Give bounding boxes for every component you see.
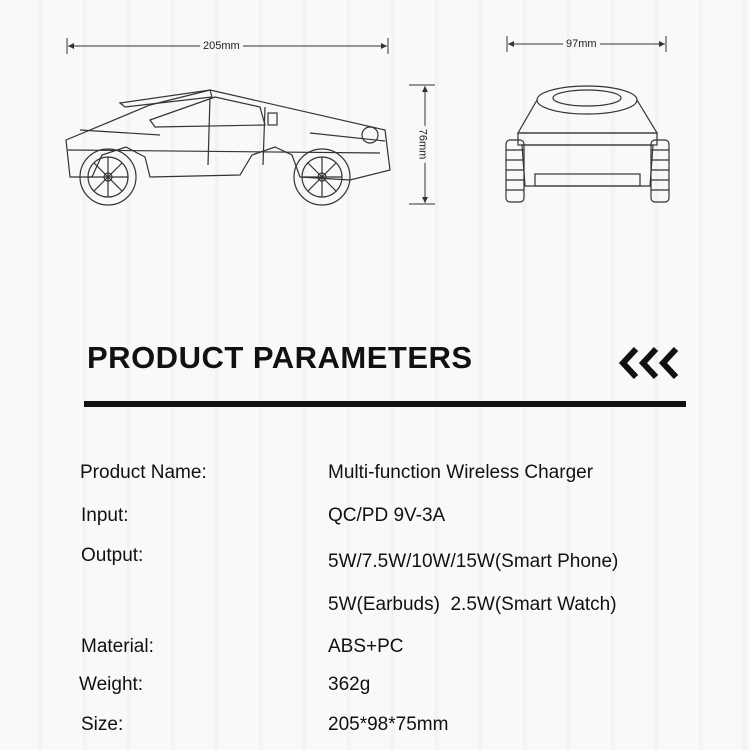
front-width-label: 97mm [563, 38, 600, 50]
side-length-label: 205mm [200, 40, 243, 52]
size-label: Size: [81, 714, 124, 735]
truck-front-view-illustration [500, 78, 675, 208]
product-name-label: Product Name: [80, 462, 207, 483]
input-value: QC/PD 9V-3A [328, 505, 446, 526]
material-label: Material: [81, 636, 154, 657]
material-value: ABS+PC [328, 636, 404, 657]
output-label: Output: [81, 545, 144, 566]
product-name-value: Multi-function Wireless Charger [328, 462, 594, 483]
truck-side-view-illustration [60, 85, 400, 210]
size-value: 205*98*75mm [328, 714, 449, 735]
height-label: 76mm [416, 126, 428, 163]
section-title: PRODUCT PARAMETERS [87, 340, 473, 375]
output-value-phone: 5W/7.5W/10W/15W(Smart Phone) [328, 551, 619, 572]
triple-chevron-left-icon [618, 345, 688, 381]
output-value-accessories: 5W(Earbuds) 2.5W(Smart Watch) [328, 594, 617, 615]
input-label: Input: [81, 505, 129, 526]
section-divider [84, 401, 686, 407]
weight-label: Weight: [79, 674, 144, 695]
weight-value: 362g [328, 674, 371, 695]
